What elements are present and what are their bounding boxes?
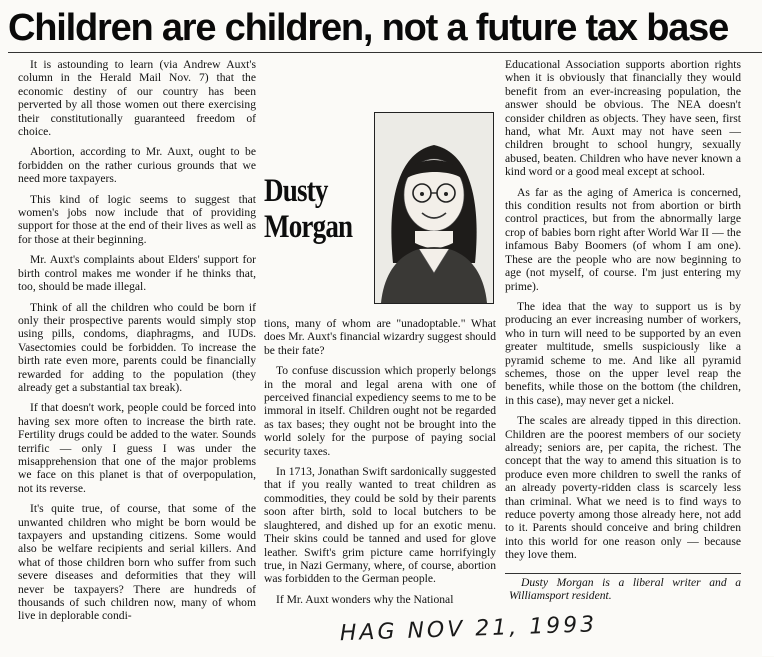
paragraph: It's quite true, of course, that some of the unwanted children who might be born would be taxpayers and upstanding citizens. Some would also be welfare recipients and serial killers. And what of those children born who suffer from such severe diseases and deformities that they will never be taxpayers? There are hundreds of thousands of such children now, many of whom live in deplorable condi- [18, 502, 256, 623]
author-portrait-photo [374, 112, 494, 304]
paragraph: To confuse discussion which properly belongs in the moral and legal arena with one of perceived financial expediency seems to me to be immoral in itself. Children ought not be regarded as tax bases; they ought not be brought into the world solely for the purpose of paying social security taxes. [264, 364, 496, 458]
paragraph: The scales are already tipped in this direction. Children are the poorest members of our society already; seniors are, per capita, the richest. The concept that the way to amend this situation is to produce even more children to swell the ranks of an already poverty-ridden class is scarcely less than criminal. What we need is to find ways to reduce poverty among those already here, not add to it. Parents should conceive and bring children into this world for one reason only — because they love them. [505, 414, 741, 562]
headline-rule [8, 52, 766, 53]
paragraph: If that doesn't work, people could be forced into having sex more often to increase the birth rate. Fertility drugs could be added to the water. Sounds terrific — only I guess I was under the misapprehension that one of the major problems we face on this planet is that of overpopulation, not its reverse. [18, 401, 256, 495]
portrait-illustration [375, 113, 493, 303]
handwritten-date-note: HAG NOV 21, 1993 [339, 612, 598, 647]
scan-edge [762, 0, 774, 656]
paragraph: Think of all the children who could be born if only their prospective parents would simply stop using pills, condoms, diaphragms, and IUDs. Vasectomies could be forbidden. To increase the birth rate even more, parents could be financially rewarded for adding to the population (they already get a substantial tax break). [18, 300, 256, 394]
paragraph: Educational Association supports abortion rights when it is obviously that financially they would benefit from an ever-increasing population, the answer should be obvious. The NEA doesn't consider children as objects. They have seen, first hand, what Mr. Auxt may not have seen — children brought to school hungry, sexually abused, beaten. Children who have never known a kind word or a good meal except at school. [505, 58, 741, 179]
paragraph: If Mr. Auxt wonders why the National [276, 592, 454, 606]
column-3 [505, 58, 741, 568]
paragraph: The idea that the way to support us is by producing an ever increasing number of workers, who in turn will need to be supported by an even greater multitude, smells suspiciously like a pyramid scheme to me. And like all pyramid schemes, those on the upper level reap the benefits, while those on the bottom (the children, in this case), may never get a nickel. [505, 299, 741, 407]
byline [264, 173, 353, 245]
author-tagline: Dusty Morgan is a liberal writer and a Williamsport resident. [509, 576, 741, 603]
paragraph: In 1713, Jonathan Swift sardonically suggested that if you really wanted to treat children as commodities, they could be sold by their parents soon after birth, sold to local butchers to be slaughtered, and dished up for an exotic menu. Their skins could be tanned and used for glove leather. Swift's grim picture came horrifyingly true, in Nazi Germany, where, of course, abortion was forbidden to the German people. [264, 465, 496, 586]
paragraph: It is astounding to learn (via Andrew Auxt's column in the Herald Mail Nov. 7) that the economic destiny of our country has been perverted by all those women out there exercising their constitutionally guaranteed freedom of choice. [18, 58, 256, 139]
byline-block [264, 108, 496, 308]
column-1 [18, 58, 256, 623]
column-2 [264, 317, 496, 611]
tagline-rule [505, 573, 741, 574]
byline-first-name: Dusty [264, 173, 328, 209]
headline: Children are children, not a future tax base [8, 7, 729, 49]
byline-last-name: Morgan [264, 209, 353, 245]
paragraph: This kind of logic seems to suggest that women's jobs now include that of providing support for those at the end of their lives as well as for those at their beginning. [18, 192, 256, 246]
paragraph: Mr. Auxt's complaints about Elders' support for birth control makes me wonder if he thinks that, too, should be made illegal. [18, 253, 256, 294]
paragraph: tions, many of whom are "unadoptable." What does Mr. Auxt's financial wizardry suggest should be their fate? [264, 317, 496, 357]
paragraph: Abortion, according to Mr. Auxt, ought to be forbidden on the rather curious grounds that we need more taxpayers. [18, 145, 256, 186]
paragraph: As far as the aging of America is concerned, this condition results not from abortion or birth control practices, but from the abnormally large crop of babies born right after World War II — the infamous Baby Boomers (of whom I am one). These are the people who are now beginning to age (not myself, of course. I'm just entering my prime). [505, 185, 741, 293]
